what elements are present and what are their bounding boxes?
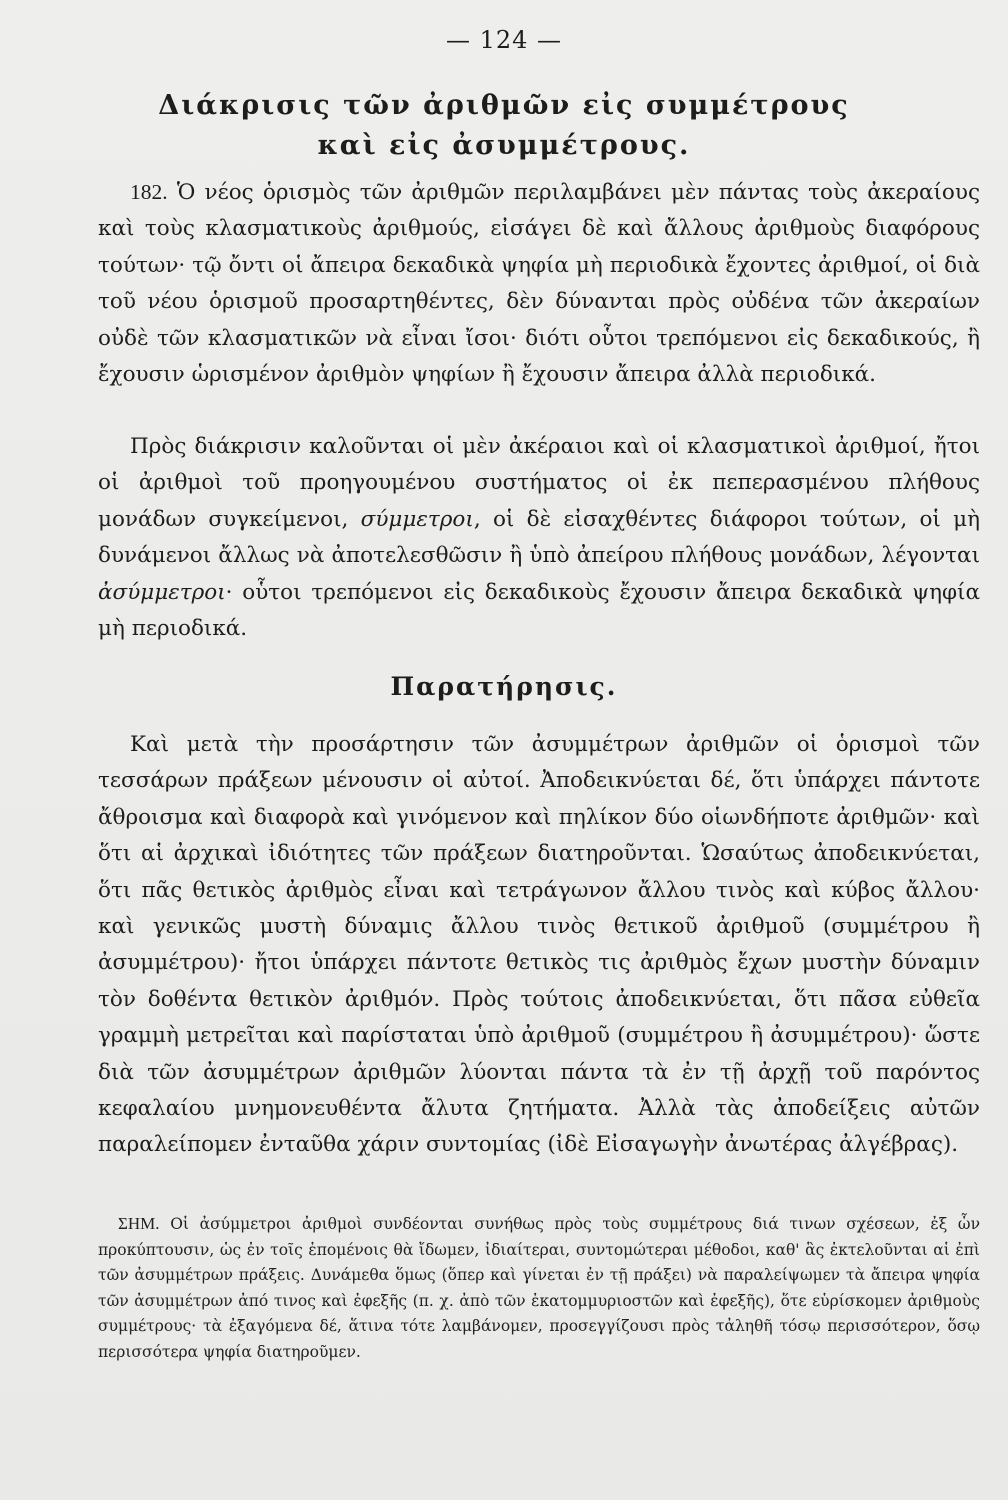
paragraph-182-text: Ὁ νέος ὁρισμὸς τῶν ἀριθμῶν περιλαμβάνει μὲν πάντας τοὺς ἀκεραίους καὶ τοὺς κλασματικοὺς ἀριθμούς, εἰσάγει δὲ καὶ ἄλλους ἀριθμοὺς διαφόρους τούτων· τῷ ὄντι οἱ ἄπειρα δεκαδικὰ ψηφία μὴ περιοδικὰ ἔχοντες ἀριθμοί, οἱ διὰ τοῦ νέου ὁρισμοῦ προσαρτηθέντες, δὲν δύνανται πρὸς οὐδένα τῶν ἀκεραίων οὐδὲ τῶν κλασματικῶν νὰ εἶναι ἴσοι· διότι οὗτοι τρεπόμενοι εἰς δεκαδικούς, ἢ ἔχουσιν ὡρισμένον ἀριθμὸν ψηφίων ἢ ἔχουσιν ἄπειρα ἀλλὰ περιοδικά.: [98, 180, 980, 388]
paragraph-observation: Καὶ μετὰ τὴν προσάρτησιν τῶν ἀσυμμέτρων ἀριθμῶν οἱ ὁρισμοὶ τῶν τεσσάρων πράξεων μένουσιν οἱ αὐτοί. Ἀποδεικνύεται δέ, ὅτι ὑπάρχει πάντοτε ἄθροισμα καὶ διαφορὰ καὶ γινόμενον καὶ πηλίκον δύο οἱωνδήποτε ἀριθμῶν· καὶ ὅτι αἱ ἀρχικαὶ ἰδιότητες τῶν πράξεων διατηροῦνται. Ὡσαύτως ἀποδεικνύεται, ὅτι πᾶς θετικὸς ἀριθμὸς εἶναι καὶ τετράγωνον ἄλλου τινὸς καὶ κύβος ἄλλου· καὶ γενικῶς μυστὴ δύναμις ἄλλου τινὸς θετικοῦ ἀριθμοῦ (συμμέτρου ἢ ἀσυμμέτρου)· ἤτοι ὑπάρχει πάντοτε θετικὸς τις ἀριθμὸς ἔχων μυστὴν δύναμιν τὸν δοθέντα θετικὸν ἀριθμόν. Πρὸς τούτοις ἀποδεικνύεται, ὅτι πᾶσα εὐθεῖα γραμμὴ μετρεῖται καὶ παρίσταται ὑπὸ ἀριθμοῦ (συμμέτρου ἢ ἀσυμμέτρου)· ὥστε διὰ τῶν ἀσυμμέτρων ἀριθμῶν λύονται πάντα τὰ ἐν τῇ ἀρχῇ τοῦ παρόντος κεφαλαίου μνημονευθέντα ἄλυτα ζητήματα. Ἀλλὰ τὰς ἀποδείξεις αὐτῶν παραλείπομεν ἐνταῦθα χάριν συντομίας (ἰδὲ Εἰσαγωγὴν ἀνωτέρας ἀλγέβρας).: [98, 732, 980, 1158]
term-asymmetric: ἀσύμμετροι: [98, 579, 226, 605]
paragraph-182: [98, 174, 980, 393]
paragraph-number: 182.: [130, 180, 168, 204]
footnote-label: ΣΗΜ.: [118, 1214, 160, 1233]
section-title-line-2: καὶ εἰς ἀσυμμέτρους.: [317, 130, 691, 161]
observation-heading: Παρατήρησις.: [390, 672, 618, 701]
footnote: [98, 1211, 980, 1366]
paragraph-distinction-part-b: , οἱ δὲ εἰσαχθέντες διάφοροι τούτων, οἱ μὴ δυνάμενοι ἄλλως νὰ ἀποτελεσθῶσιν ἢ ὑπὸ ἀπείρου πλήθους μονάδων, λέγονται: [98, 506, 981, 569]
page-number: — 124 —: [445, 26, 563, 54]
term-symmetric: σύμμετροι: [360, 506, 474, 532]
footnote-text: Οἱ ἀσύμμετροι ἀριθμοὶ συνδέονται συνήθως πρὸς τοὺς συμμέτρους διά τινων σχέσεων, ἐξ ὧν προκύπτουσιν, ὡς ἐν τοῖς ἑπομένοις θὰ ἴδωμεν, ἰδιαίτεραι, συντομώτεραι μέθοδοι, καθ' ἃς ἐκτελοῦνται αἱ ἐπὶ τῶν ἀσυμμέτρων πράξεις. Δυνάμεθα ὅμως (ὅπερ καὶ γίνεται ἐν τῇ πράξει) νὰ παραλείψωμεν τὰ ἄπειρα ψηφία τῶν ἀσυμμέτρων ἀπό τινος καὶ ἐφεξῆς (π. χ. ἀπὸ τῶν ἑκατομμυριοστῶν καὶ ἐφεξῆς), ὅτε εὑρίσκομεν ἀριθμοὺς συμμέτρους· τὰ ἐξαγόμενα δέ, ἅτινα τότε λαμβάνομεν, προσεγγίζουσι πρὸς τἀληθῆ τόσῳ περισσότερον, ὅσῳ περισσότερα ψηφία διατηροῦμεν.: [98, 1215, 980, 1361]
section-title-line-1: Διάκρισις τῶν ἀριθμῶν εἰς συμμέτρους: [158, 90, 850, 121]
paragraph-distinction: [98, 429, 980, 647]
paragraph-distinction-part-c: · οὗτοι τρεπόμενοι εἰς δεκαδικοὺς ἔχουσιν ἄπειρα δεκαδικὰ ψηφία μὴ περιοδικά.: [98, 579, 980, 642]
section-title: [0, 86, 1008, 166]
paragraph-distinction-part-a: Πρὸς διάκρισιν καλοῦνται οἱ μὲν ἀκέραιοι καὶ οἱ κλασματικοὶ ἀριθμοί, ἤτοι οἱ ἀριθμοὶ τοῦ προηγουμένου συστήματος οἱ ἐκ πεπερασμένου πλήθους μονάδων συγκείμενοι,: [98, 434, 980, 532]
